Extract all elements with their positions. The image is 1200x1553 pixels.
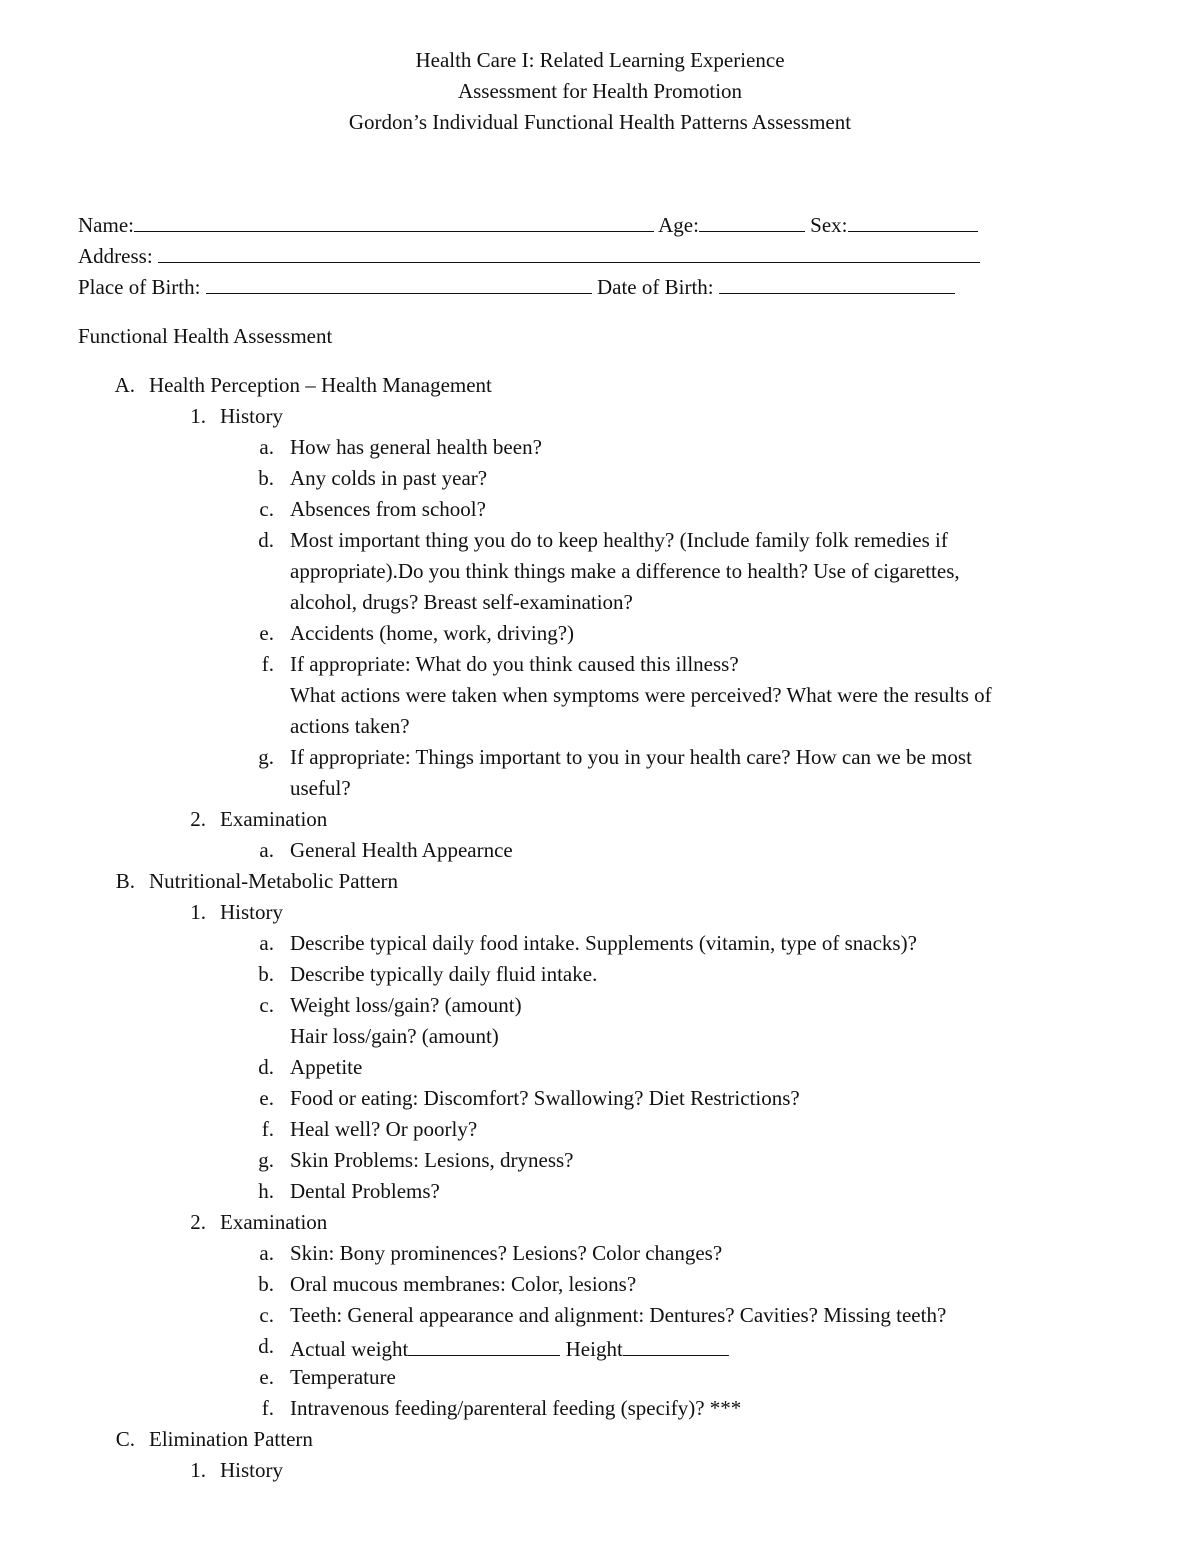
item-text: Skin Problems: Lesions, dryness?: [290, 1148, 574, 1172]
subsection-marker: 1.: [190, 1458, 206, 1482]
item-marker: c.: [259, 993, 274, 1017]
item-text: Any colds in past year?: [290, 466, 488, 490]
item-text: If appropriate: Things important to you in your health care? How can we be most: [290, 745, 972, 769]
item-text: Absences from school?: [290, 497, 486, 521]
item-text: If appropriate: What do you think caused this illness?: [290, 652, 739, 676]
item-marker: g.: [258, 745, 274, 769]
subsection-examination-title: Examination: [220, 1210, 328, 1234]
item-marker: a.: [259, 1241, 274, 1265]
name-label: Name:: [78, 213, 134, 237]
item-text: How has general health been?: [290, 435, 542, 459]
item-text: General Health Appearnce: [290, 838, 513, 862]
item-marker: f.: [261, 652, 274, 676]
section-a-title: Health Perception – Health Management: [149, 373, 492, 397]
subsection-marker: 1.: [190, 404, 206, 428]
item-text: Food or eating: Discomfort? Swallowing? Diet Restrictions?: [290, 1086, 800, 1110]
sex-label: Sex:: [810, 213, 848, 237]
item-text: Accidents (home, work, driving?): [290, 621, 575, 645]
item-text: Skin: Bony prominences? Lesions? Color changes?: [290, 1241, 723, 1265]
name-age-sex-row: [78, 207, 978, 238]
place-of-birth-field[interactable]: [206, 269, 592, 294]
section-marker: A.: [114, 373, 135, 397]
subsection-marker: 1.: [190, 900, 206, 924]
item-text: Weight loss/gain? (amount): [290, 993, 522, 1017]
item-marker: b.: [258, 962, 274, 986]
item-marker: a.: [259, 435, 274, 459]
address-label: Address:: [78, 244, 153, 268]
subsection-marker: 2.: [190, 807, 206, 831]
item-marker: a.: [259, 838, 274, 862]
address-field[interactable]: [158, 238, 980, 263]
item-text: Most important thing you do to keep healthy? (Include family folk remedies if: [290, 528, 948, 552]
address-row: [78, 238, 980, 269]
item-text: Dental Problems?: [290, 1179, 440, 1203]
item-marker: b.: [258, 1272, 274, 1296]
section-b-title: Nutritional-Metabolic Pattern: [149, 869, 399, 893]
age-label: Age:: [658, 213, 699, 237]
item-marker: h.: [258, 1179, 274, 1203]
date-of-birth-field[interactable]: [719, 269, 955, 294]
item-text: Heal well? Or poorly?: [290, 1117, 478, 1141]
document-header: [0, 45, 1200, 138]
age-field[interactable]: [699, 207, 805, 232]
item-text: Temperature: [290, 1365, 396, 1389]
item-text: Describe typical daily food intake. Supplements (vitamin, type of snacks)?: [290, 931, 917, 955]
name-field[interactable]: [134, 207, 654, 232]
item-text: Intravenous feeding/parenteral feeding (specify)? ***: [290, 1396, 742, 1420]
item-text: alcohol, drugs? Breast self-examination?: [290, 590, 633, 614]
item-text: Oral mucous membranes: Color, lesions?: [290, 1272, 637, 1296]
item-marker: d.: [258, 1055, 274, 1079]
subsection-history-title: History: [220, 404, 283, 428]
section-title: Functional Health Assessment: [78, 324, 333, 348]
item-text: What actions were taken when symptoms were perceived? What were the results of: [290, 683, 992, 707]
place-of-birth-label: Place of Birth:: [78, 275, 201, 299]
item-marker: g.: [258, 1148, 274, 1172]
item-marker: e.: [259, 621, 274, 645]
subsection-history-title: History: [220, 900, 283, 924]
header-assessment-title: Assessment for Health Promotion: [457, 79, 743, 103]
item-marker: c.: [259, 497, 274, 521]
item-marker: d.: [258, 1334, 274, 1358]
actual-weight-field[interactable]: [408, 1331, 560, 1356]
section-c-title: Elimination Pattern: [149, 1427, 313, 1451]
subsection-examination-title: Examination: [220, 807, 328, 831]
item-text: Hair loss/gain? (amount): [290, 1024, 499, 1048]
header-form-title: Gordon’s Individual Functional Health Patterns Assessment: [348, 110, 852, 134]
item-text: Describe typically daily fluid intake.: [290, 962, 598, 986]
item-marker: d.: [258, 528, 274, 552]
section-marker: C.: [115, 1427, 135, 1451]
subsection-history-title: History: [220, 1458, 283, 1482]
item-marker: f.: [261, 1117, 274, 1141]
section-marker: B.: [115, 869, 135, 893]
item-marker: a.: [259, 931, 274, 955]
birth-row: [78, 269, 955, 300]
item-marker: c.: [259, 1303, 274, 1327]
item-marker: e.: [259, 1086, 274, 1110]
sex-field[interactable]: [848, 207, 978, 232]
item-text: actions taken?: [290, 714, 410, 738]
header-course-title: Health Care I: Related Learning Experience: [415, 48, 785, 72]
date-of-birth-label: Date of Birth:: [596, 275, 714, 299]
actual-weight-label: Actual weight: [290, 1337, 409, 1361]
item-marker: f.: [261, 1396, 274, 1420]
item-text: useful?: [290, 776, 351, 800]
weight-height-row: [290, 1331, 729, 1365]
subsection-marker: 2.: [190, 1210, 206, 1234]
height-field[interactable]: [623, 1331, 729, 1356]
item-text: appropriate).Do you think things make a difference to health? Use of cigarettes,: [290, 559, 960, 583]
item-marker: e.: [259, 1365, 274, 1389]
item-text: Teeth: General appearance and alignment: Dentures? Cavities? Missing teeth?: [290, 1303, 947, 1327]
item-marker: b.: [258, 466, 274, 490]
item-text: Appetite: [290, 1055, 363, 1079]
height-label: Height: [560, 1337, 623, 1361]
